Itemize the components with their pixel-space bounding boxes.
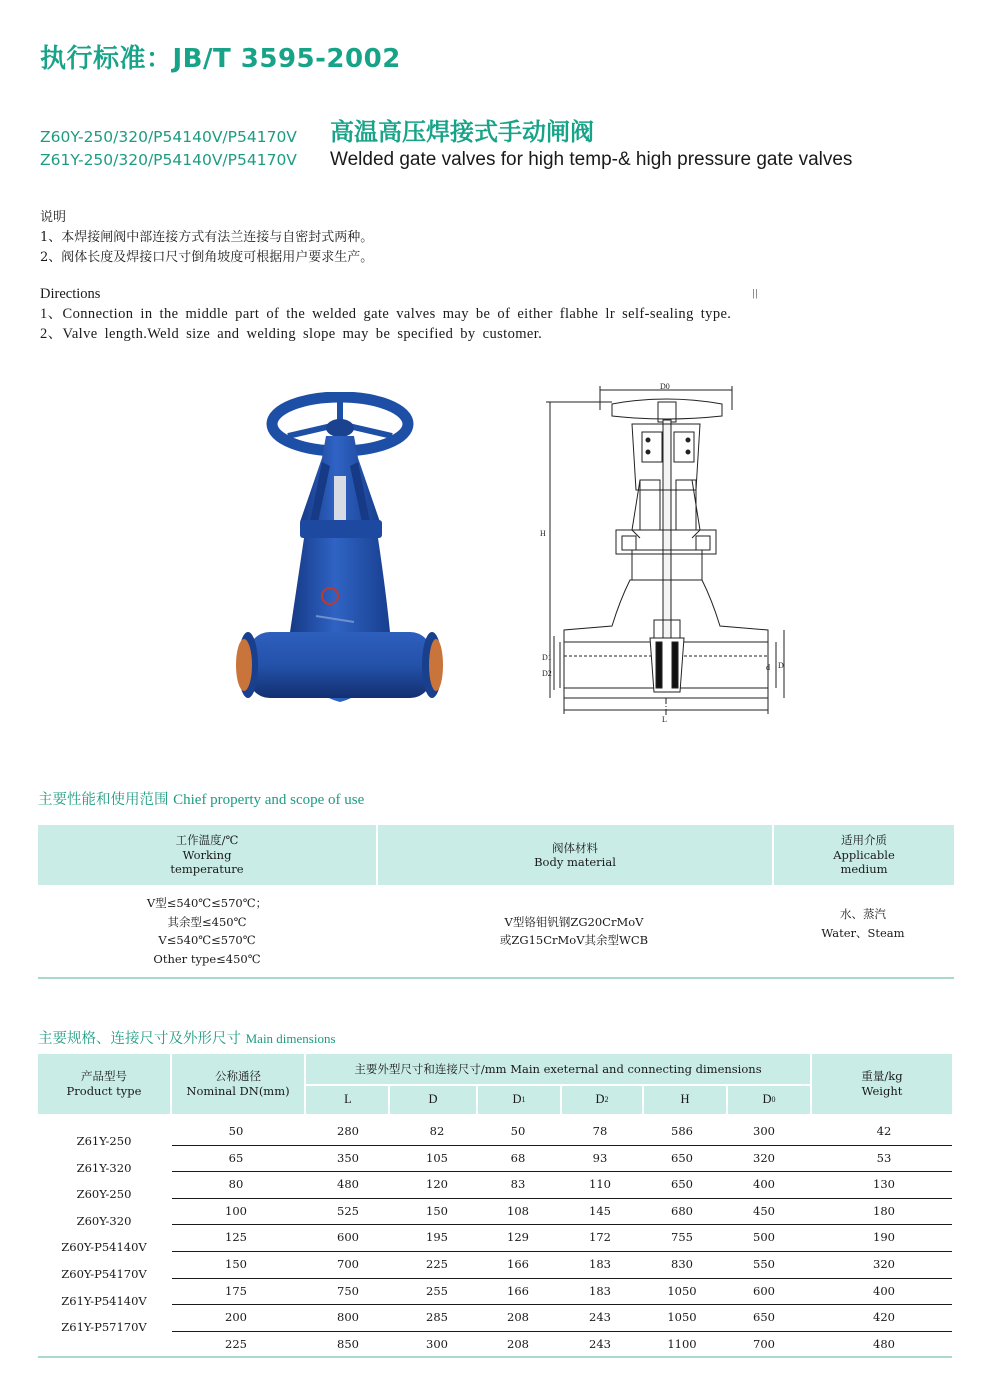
dims-section-title bbox=[38, 1027, 336, 1048]
table-cell: 600 bbox=[337, 1230, 359, 1245]
table-cell: 255 bbox=[426, 1283, 448, 1298]
table-cell: 400 bbox=[873, 1283, 895, 1298]
table-cell: 78 bbox=[592, 1124, 608, 1138]
header-col-l: L bbox=[344, 1092, 352, 1106]
table-cell: 68 bbox=[510, 1150, 526, 1165]
table-cell: 500 bbox=[753, 1230, 775, 1245]
header-medium: 适用介质 Applicable medium bbox=[772, 825, 954, 885]
table-cell: 1050 bbox=[667, 1283, 697, 1298]
dims-title-en: Main dimensions bbox=[245, 1031, 336, 1046]
table-cell: 650 bbox=[753, 1310, 775, 1325]
table-row bbox=[172, 1304, 952, 1332]
notes-item-en-1: 1、Connection in the middle part of the welded gate valves may be of either flabhe lr self-sealing type. bbox=[40, 306, 732, 322]
product-type-item: Z61Y-320 bbox=[76, 1160, 132, 1175]
table-cell: 586 bbox=[671, 1124, 693, 1138]
table-cell: 285 bbox=[426, 1310, 448, 1325]
cell-material: V型铬钼钒钢ZG20CrMoV 或ZG15CrMoV其余型WCB bbox=[499, 914, 649, 947]
header-dimensions-group: 主要外型尺寸和连接尺寸/mm Main exeternal and connecting dimensions bbox=[354, 1062, 762, 1076]
table-cell: 166 bbox=[507, 1257, 529, 1271]
table-cell: 145 bbox=[589, 1203, 611, 1218]
table-row bbox=[172, 1331, 952, 1358]
property-title-en: Chief property and scope of use bbox=[173, 792, 365, 808]
dims-table bbox=[38, 1054, 952, 1351]
table-cell: 105 bbox=[426, 1150, 448, 1165]
notes-heading-cn: 说明 bbox=[40, 210, 67, 225]
product-title-cn: 高温高压焊接式手动闸阀 bbox=[330, 118, 594, 146]
table-cell: 208 bbox=[507, 1310, 529, 1325]
table-cell: 65 bbox=[228, 1150, 244, 1165]
table-cell: 280 bbox=[337, 1124, 359, 1138]
label-l: L bbox=[662, 715, 667, 724]
product-type-item: Z60Y-320 bbox=[76, 1213, 132, 1228]
table-cell: 225 bbox=[426, 1257, 448, 1271]
table-cell: 183 bbox=[589, 1257, 611, 1271]
product-type-item: Z61Y-P57170V bbox=[61, 1320, 147, 1335]
table-cell: 83 bbox=[510, 1177, 526, 1192]
table-cell: 125 bbox=[225, 1230, 247, 1245]
property-section-title bbox=[38, 788, 364, 809]
table-cell: 120 bbox=[426, 1177, 448, 1192]
notes-item-en-2: 2、Valve length.Weld size and welding slope may be specified by customer. bbox=[40, 326, 543, 342]
table-cell: 830 bbox=[671, 1257, 693, 1271]
model-line-2: Z61Y-250/320/P54140V/P54170V bbox=[40, 151, 297, 169]
table-cell: 755 bbox=[671, 1230, 693, 1245]
table-cell: 172 bbox=[589, 1230, 611, 1245]
cell-temperature: V型≤540℃≤570℃； 其余型≤450℃ V≤540℃≤570℃ Other type≤450℃ bbox=[146, 896, 268, 966]
table-cell: 42 bbox=[876, 1124, 892, 1138]
table-cell: 420 bbox=[873, 1310, 895, 1325]
table-cell: 129 bbox=[507, 1230, 529, 1245]
table-cell: 1100 bbox=[667, 1336, 697, 1351]
table-cell: 50 bbox=[228, 1124, 244, 1138]
header-col-d1: D 1 bbox=[512, 1092, 526, 1106]
table-cell: 700 bbox=[753, 1336, 775, 1351]
stem bbox=[334, 476, 346, 522]
header-product-type: 产品型号 Product type bbox=[66, 1069, 142, 1098]
table-cell: 750 bbox=[337, 1283, 359, 1298]
header-temperature: 工作温度/℃ Working temperature bbox=[170, 833, 244, 877]
table-cell: 320 bbox=[873, 1257, 895, 1271]
notes-item-cn-2: 2、阀体长度及焊接口尺寸倒角坡度可根据用户要求生产。 bbox=[40, 250, 374, 265]
table-cell: 110 bbox=[589, 1177, 611, 1192]
table-cell: 700 bbox=[337, 1257, 359, 1271]
table-row bbox=[172, 1278, 952, 1306]
header-weight: 重量/kg Weight bbox=[861, 1069, 903, 1098]
model-line-1: Z60Y-250/320/P54140V/P54170V bbox=[40, 128, 297, 146]
product-type-item: Z60Y-P54140V bbox=[61, 1240, 147, 1255]
table-row bbox=[172, 1198, 952, 1226]
header-col-d: D bbox=[428, 1092, 438, 1106]
label-D: D bbox=[778, 661, 784, 670]
table-cell: 200 bbox=[225, 1310, 247, 1325]
table-cell: 195 bbox=[426, 1230, 448, 1245]
property-title-cn: 主要性能和使用范围 bbox=[38, 792, 169, 808]
label-d: d bbox=[766, 663, 770, 672]
label-h: H bbox=[540, 529, 546, 538]
notes-en bbox=[40, 284, 731, 344]
table-cell: 183 bbox=[589, 1283, 611, 1298]
table-cell: 400 bbox=[753, 1177, 775, 1192]
table-cell: 480 bbox=[873, 1336, 895, 1351]
table-cell: 53 bbox=[876, 1150, 892, 1165]
standard-title: 执行标准：JB/T 3595-2002 bbox=[40, 44, 401, 74]
header-col-d2: D 2 bbox=[595, 1092, 609, 1106]
table-cell: 100 bbox=[225, 1203, 247, 1218]
table-cell: 600 bbox=[753, 1283, 775, 1298]
label-d2: D2 bbox=[542, 669, 552, 678]
table-cell: 525 bbox=[337, 1203, 359, 1218]
table-cell: 166 bbox=[507, 1283, 529, 1298]
notes-cn bbox=[40, 208, 373, 268]
table-cell: 480 bbox=[337, 1177, 359, 1192]
table-cell: 850 bbox=[337, 1336, 359, 1351]
table-cell: 150 bbox=[225, 1257, 247, 1271]
label-d1: D1 bbox=[542, 653, 552, 662]
table-row bbox=[172, 1224, 952, 1252]
table-cell: 208 bbox=[507, 1336, 529, 1351]
dims-table-header bbox=[38, 1054, 952, 1114]
header-nominal-dn: 公称通径 Nominal DN(mm) bbox=[186, 1069, 290, 1098]
table-cell: 550 bbox=[753, 1257, 775, 1271]
product-type-item: Z60Y-P54170V bbox=[61, 1267, 147, 1281]
table-cell: 450 bbox=[753, 1203, 775, 1218]
cell-medium: 水、蒸汽 Water、Steam bbox=[821, 907, 905, 940]
product-type-item: Z61Y-P54140V bbox=[61, 1293, 147, 1308]
table-cell: 150 bbox=[426, 1203, 448, 1218]
table-cell: 50 bbox=[510, 1124, 526, 1138]
table-cell: 175 bbox=[225, 1283, 247, 1298]
table-cell: 243 bbox=[589, 1336, 611, 1351]
table-cell: 1050 bbox=[667, 1310, 697, 1325]
model-numbers bbox=[40, 126, 297, 172]
table-cell: 190 bbox=[873, 1230, 895, 1245]
table-cell: 650 bbox=[671, 1177, 693, 1192]
weld-end-right bbox=[429, 639, 443, 691]
weld-end-left bbox=[236, 639, 252, 691]
table-row bbox=[172, 1251, 952, 1279]
table-cell: 350 bbox=[337, 1150, 359, 1165]
notes-heading-en: Directions bbox=[40, 286, 101, 302]
valve-photo bbox=[230, 392, 450, 722]
table-row bbox=[172, 1171, 952, 1199]
table-cell: 130 bbox=[873, 1177, 895, 1192]
table-row bbox=[172, 1145, 952, 1173]
technical-drawing bbox=[536, 380, 796, 728]
header-col-d0: D 0 bbox=[762, 1092, 776, 1106]
table-cell: 180 bbox=[873, 1203, 895, 1218]
table-cell: 225 bbox=[225, 1336, 247, 1351]
header-col-h: H bbox=[680, 1092, 690, 1106]
label-d0: D0 bbox=[660, 382, 670, 391]
table-cell: 650 bbox=[671, 1150, 693, 1165]
table-cell: 93 bbox=[592, 1150, 608, 1165]
property-table-row bbox=[38, 885, 954, 979]
table-cell: 300 bbox=[426, 1336, 448, 1351]
notes-item-cn-1: 1、本焊接闸阀中部连接方式有法兰连接与自密封式两种。 bbox=[40, 230, 374, 245]
table-cell: 800 bbox=[337, 1310, 359, 1325]
table-cell: 82 bbox=[429, 1124, 445, 1138]
header-material: 阀体材料 Body material bbox=[376, 825, 772, 885]
dims-title-cn: 主要规格、连接尺寸及外形尺寸 bbox=[38, 1031, 241, 1047]
table-cell: 300 bbox=[753, 1124, 775, 1138]
product-type-item: Z61Y-250 bbox=[76, 1134, 132, 1148]
product-type-item: Z60Y-250 bbox=[76, 1187, 132, 1202]
property-table-header bbox=[38, 825, 954, 885]
table-cell: 680 bbox=[671, 1203, 693, 1218]
property-table bbox=[38, 825, 954, 979]
table-cell: 80 bbox=[228, 1177, 244, 1192]
product-title-en: Welded gate valves for high temp-& high pressure gate valves bbox=[330, 149, 853, 170]
table-cell: 320 bbox=[753, 1150, 775, 1165]
table-row bbox=[172, 1118, 952, 1146]
margin-mark: || bbox=[752, 289, 759, 299]
table-cell: 108 bbox=[507, 1203, 529, 1218]
table-cell: 243 bbox=[589, 1310, 611, 1325]
